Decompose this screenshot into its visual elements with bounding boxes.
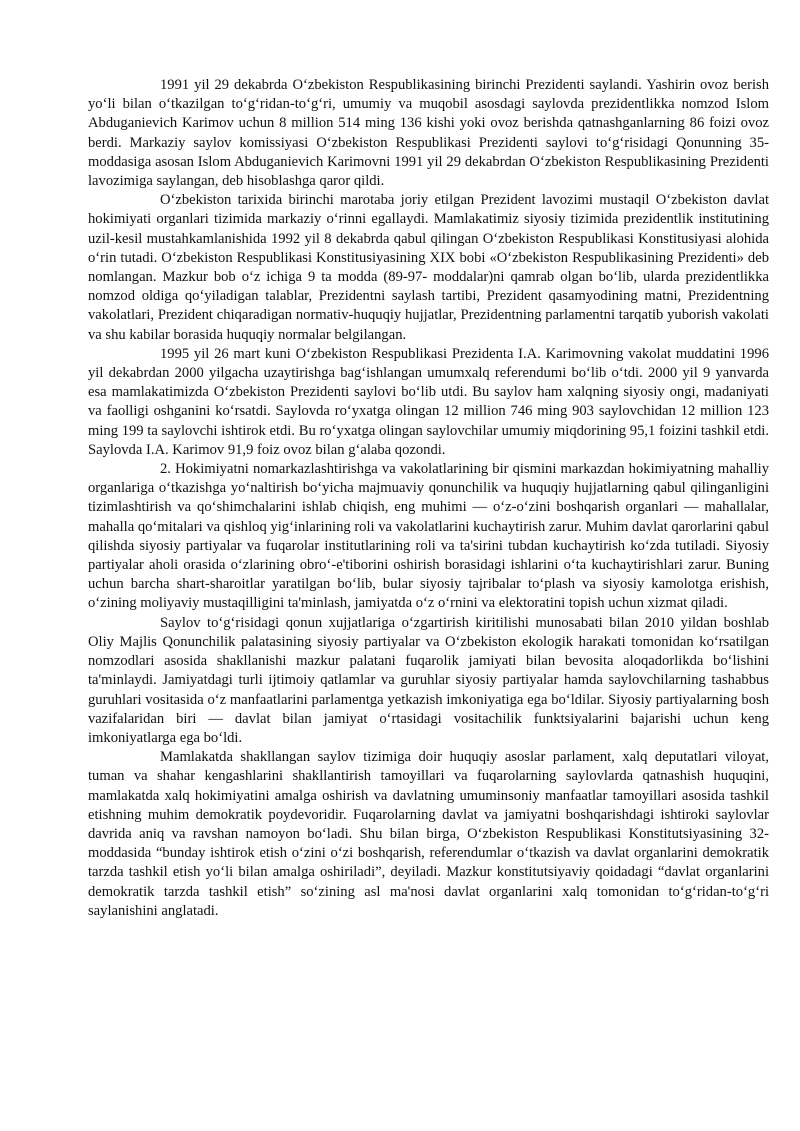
paragraph-referendum-1995: 1995 yil 26 mart kuni O‘zbekiston Respublikasi Prezidenta I.A. Karimovning vakolat muddatini 1996 yil dekabrdan 2000 yilgacha uzaytirishga bag‘ishlangan umumxalq referendumi bo‘lib o‘tdi. 2000 yil 9 yanvarda esa mamlakatimizda O‘zbekiston Prezidenti saylovi bo‘lib utdi. Bu saylov ham xalqning siyosiy ongi, madaniyati va faolligi oshganini ko‘rsatdi. Saylovda ro‘yxatga olingan 12 million 746 ming 903 saylovchidan 12 million 123 ming 199 ta saylovchi ishtirok etdi. Bu ro‘yxatga olingan saylovchilar umumiy miqdorining 95,1 foizini tashkil etdi. Saylovda I.A. Karimov 91,9 foiz ovoz bilan g‘alaba qozondi. — [88, 345, 769, 458]
paragraph-election-law-2010: Saylov to‘g‘risidagi qonun xujjatlariga o‘zgartirish kiritilishi munosabati bilan 2010 yildan boshlab Oliy Majlis Qonunchilik palatasining siyosiy partiyalar va O‘zbekiston ekologik harakati tomonidan ko‘rsatilgan nomzodlari asosida shakllanishi mazkur palatani fuqarolik jamiyati bilan bevosita aloqadorlikda bo‘lishini ta'minlaydi. Jamiyatdagi turli ijtimoiy qatlamlar va guruhlar siyosiy partiyalar hamda saylovchilarning tashabbus guruhlari vositasida o‘z manfaatlarini parlamentga yetkazish imkoniyatiga ega bo‘ldilar. Siyosiy partiyalarning bosh vazifalaridan biri — davlat bilan jamiyat o‘rtasidagi vositachilik funktsiyalarini bajarishi uchun keng imkoniyatlarga ega bo‘ldi. — [88, 614, 769, 746]
paragraph-presidential-election-1991: 1991 yil 29 dekabrda O‘zbekiston Respublikasining birinchi Prezidenti saylandi. Yashirin ovoz berish yo‘li bilan o‘tkazilgan to‘g‘ridan-to‘g‘ri, umumiy va muqobil asosdagi saylovda prezidentlikka nomzod Islom Abduganievich Karimov uchun 8 million 514 ming 136 kishi yoki ovoz berishda qatnashganlarning 86 foizi ovoz berdi. Markaziy saylov komissiyasi O‘zbekiston Respublikasi Prezidenti saylovi to‘g‘risidagi Qonunning 35- moddasiga asosan Islom Abduganievich Karimovni 1991 yil 29 dekabrdan O‘zbekiston Respublikasining Prezidenti lavozimiga saylangan, deb hisoblashga qaror qildi. — [88, 77, 769, 190]
paragraph-presidential-institution: O‘zbekiston tarixida birinchi marotaba joriy etilgan Prezident lavozimi mustaqil O‘zbekiston davlat hokimiyati organlari tizimida markaziy o‘rinni egallaydi. Mamlakatimiz siyosiy tizimida prezidentlik institutining uzil-kesil mustahkamlanishida 1992 yil 8 dekabrda qabul qilingan O‘zbekiston Respublikasi Konstitusiyasi alohida o‘rin tutadi. O‘zbekiston Respublikasi Konstitusiyasining XIX bobi «O‘zbekiston Respublikasining Prezidenti» deb nomlangan. Mazkur bob o‘z ichiga 9 ta modda (89-97- moddalar)ni qamrab olgan bo‘lib, ularda prezidentlikka nomzod oldiga qo‘yiladigan talablar, Prezidentni saylash tartibi, Prezident qasamyodining matni, Prezidentning vakolatlari, Prezident chiqaradigan normativ-huquqiy hujjatlar, Prezidentning parlamentni tarqatib yuborish vakolati va shu kabilar borasida huquqiy normalar belgilangan. — [88, 192, 769, 343]
document-body — [88, 76, 769, 921]
paragraph-electoral-system: Mamlakatda shakllangan saylov tizimiga doir huquqiy asoslar parlament, xalq deputatlari viloyat, tuman va shahar kengashlarini shakllantirish tamoyillari va fuqarolarning saylovlarda qatnashish huquqini, mamlakatda xalq hokimiyatini amalga oshirish va davlatning umuminsoniy manfaatlar tamoyillari asosida tashkil etishning muhim demokratik poydevoridir. Fuqarolarning davlat va jamiyatni boshqarishdagi ishtiroki saylovlar davrida aniq va ravshan namoyon bo‘ladi. Shu bilan birga, O‘zbekiston Respublikasi Konstitutsiyasining 32-moddasida “bunday ishtirok etish o‘zini o‘zi boshqarish, referendumlar o‘tkazish va davlat organlarini demokratik tarzda tashkil etish yo‘li bilan amalga oshiriladi”, deyiladi. Mazkur konstitutsiyaviy qoidadagi “davlat organlarini demokratik tarzda tashkil etish” so‘zining asl ma'nosi davlat organlarini xalq tomonidan to‘g‘ridan-to‘g‘ri saylanishini anglatadi. — [88, 749, 769, 919]
paragraph-decentralization: 2. Hokimiyatni nomarkazlashtirishga va vakolatlarining bir qismini markazdan hokimiyatning mahalliy organlariga o‘tkazishga yo‘naltirish bo‘yicha majmuaviy qonunchilik va huquqiy hujjatlarning qabul qilinganligini tizimlashtirish va qo‘shimchalarini ishlab chiqish, eng muhimi — o‘z-o‘zini boshqarish organlari — mahallalar, mahalla qo‘mitalari va qishloq yig‘inlarining roli va vakolatlarini kuchaytirish zarur. Muhim davlat qarorlarini qabul qilishda siyosiy partiyalar va fuqarolar institutlarining roli va ta'sirini tubdan kuchaytirish ko‘zda tutiladi. Siyosiy partiyalar aholi orasida o‘zlarining obro‘-e'tiborini oshirish borasidagi ishlarini o‘ta kuchaytirishlari zarur. Buning uchun barcha shart-sharoitlar yaratilgan bo‘lib, bular siyosiy tajribalar to‘plash va siyosiy kamolotga erishish, o‘zining moliyaviy mustaqilligini ta'minlash, jamiyatda o‘z o‘rnini va elektoratini topish uchun xizmat qiladi. — [88, 461, 769, 612]
